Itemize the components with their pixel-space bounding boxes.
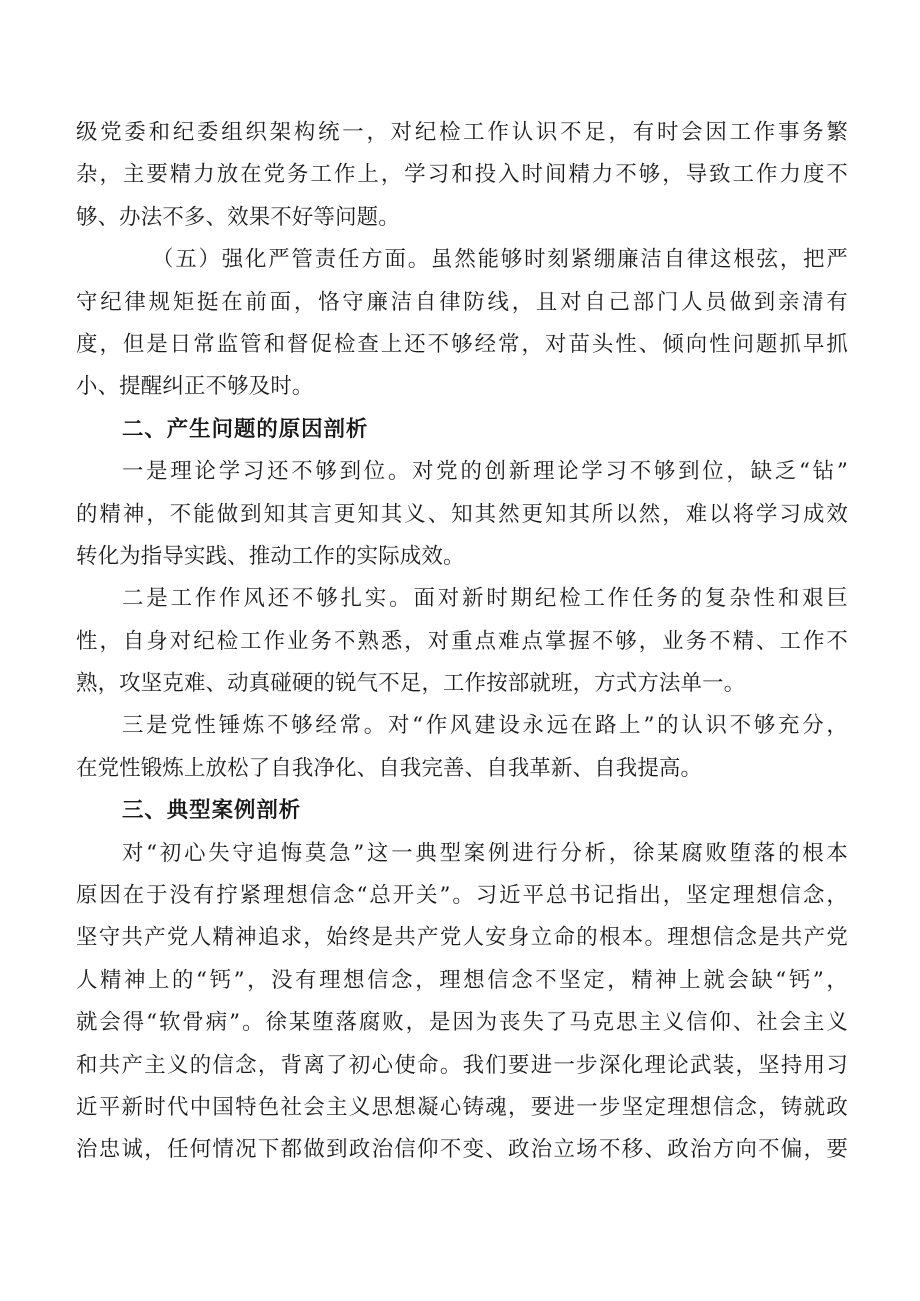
text-line: 就会得“软骨病”。徐某堕落腐败，是因为丧失了马克思主义信仰、社会主义 (76, 1010, 848, 1036)
text-line: 守纪律规矩挺在前面，恪守廉洁自律防线，且对自己部门人员做到亲清有 (76, 289, 848, 315)
text-line: 度，但是日常监管和督促检查上还不够经常，对苗头性、倾向性问题抓早抓 (76, 331, 848, 357)
text-line: 的精神，不能做到知其言更知其义、知其然更知其所以然，难以将学习成效 (76, 501, 848, 527)
text-line: 熟，攻坚克难、动真碰硬的锐气不足，工作按部就班，方式方法单一。 (76, 671, 746, 697)
text-line: 在党性锻炼上放松了自我净化、自我完善、自我革新、自我提高。 (76, 755, 703, 781)
text-line: 一是理论学习还不够到位。对党的创新理论学习不够到位，缺乏“钻” (122, 459, 848, 485)
text-line: 近平新时代中国特色社会主义思想凝心铸魂，要进一步坚定理想信念，铸就政 (76, 1094, 848, 1120)
text-line: 性，自身对纪检工作业务不熟悉，对重点难点掌握不够，业务不精、工作不 (76, 628, 848, 654)
text-line: 坚守共产党人精神追求，始终是共产党人安身立命的根本。理想信念是共产党 (76, 925, 848, 951)
text-line: 人精神上的“钙”，没有理想信念，理想信念不坚定，精神上就会缺“钙”， (76, 967, 848, 993)
text-line: 三是党性锤炼不够经常。对“作风建设永远在路上”的认识不够充分， (122, 713, 848, 739)
text-line: 够、办法不多、效果不好等问题。 (76, 204, 400, 230)
paragraph-theory-study (76, 451, 848, 578)
text-line: 原因在于没有拧紧理想信念“总开关”。习近平总书记指出，坚定理想信念， (76, 883, 848, 909)
paragraph-continued (76, 112, 848, 239)
text-line: 治忠诚，任何情况下都做到政治信仰不变、政治立场不移、政治方向不偏，要 (76, 1137, 848, 1163)
paragraph-case-analysis (76, 833, 848, 1172)
section-heading-case-analysis: 三、典型案例剖析 (122, 798, 302, 824)
paragraph-strict-management (76, 239, 848, 409)
text-line: 转化为指导实践、推动工作的实际成效。 (76, 543, 465, 569)
text-line: 级党委和纪委组织架构统一，对纪检工作认识不足，有时会因工作事务繁 (76, 120, 848, 145)
section-heading-causes: 二、产生问题的原因剖析 (122, 416, 369, 442)
text-line: 杂，主要精力放在党务工作上，学习和投入时间精力不够，导致工作力度不 (76, 162, 848, 188)
paragraph-party-spirit (76, 705, 848, 790)
text-line: （五）强化严管责任方面。虽然能够时刻紧绷廉洁自律这根弦，把严 (152, 247, 848, 273)
document-page (76, 112, 848, 1172)
text-line: 小、提醒纠正不够及时。 (76, 374, 314, 400)
text-line: 二是工作作风还不够扎实。面对新时期纪检工作任务的复杂性和艰巨 (122, 586, 848, 612)
paragraph-work-style (76, 578, 848, 705)
text-line: 对“初心失守追悔莫急”这一典型案例进行分析，徐某腐败堕落的根本 (122, 840, 848, 866)
text-line: 和共产主义的信念，背离了初心使命。我们要进一步深化理论武装，坚持用习 (76, 1052, 848, 1078)
